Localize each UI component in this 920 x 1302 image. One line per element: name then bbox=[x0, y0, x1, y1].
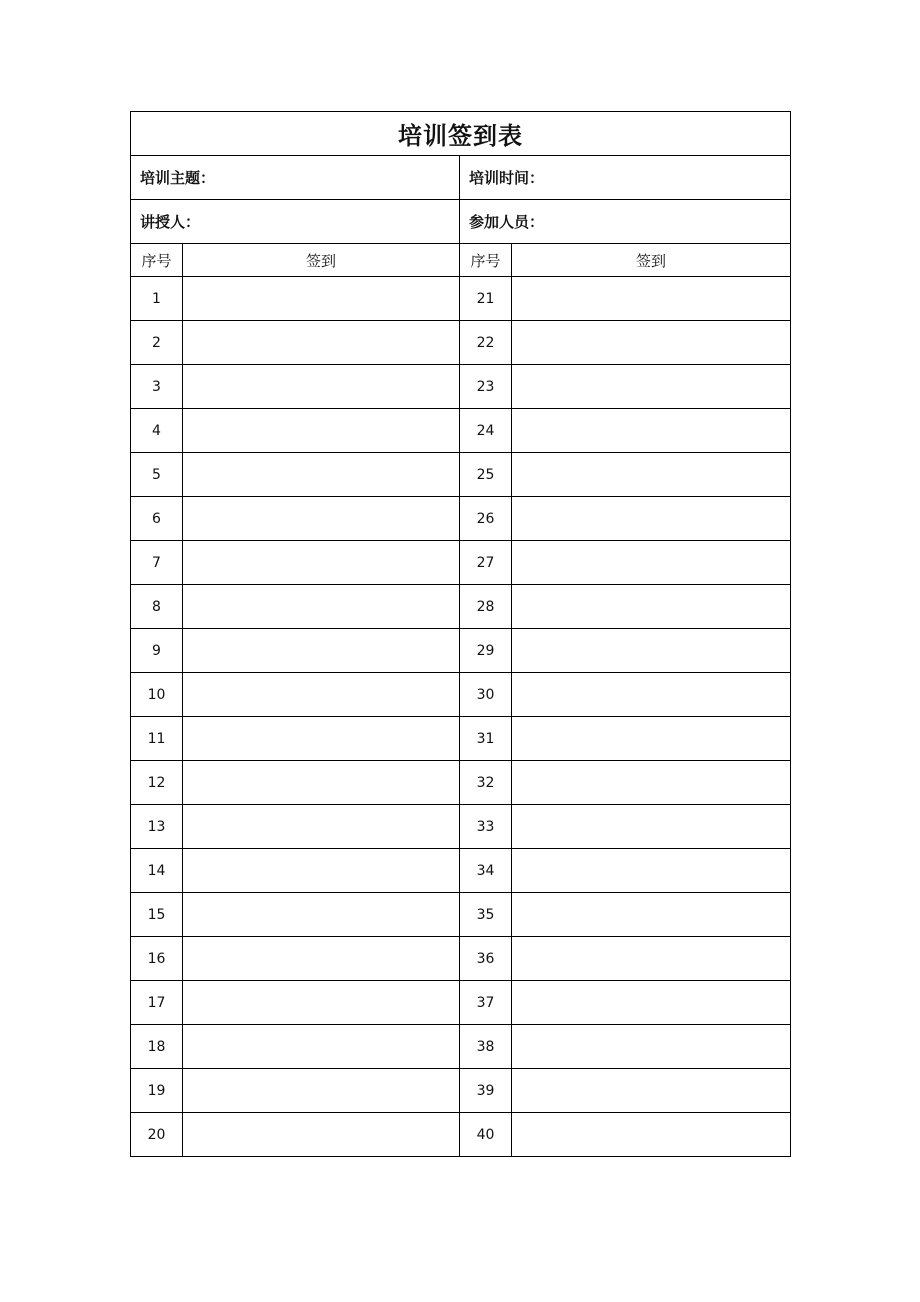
seq-number-right: 24 bbox=[460, 409, 512, 453]
seq-number-right: 26 bbox=[460, 497, 512, 541]
signature-cell-left[interactable] bbox=[183, 849, 460, 893]
seq-number-left: 19 bbox=[131, 1069, 183, 1113]
seq-number-left: 7 bbox=[131, 541, 183, 585]
seq-header-right: 序号 bbox=[460, 244, 512, 277]
signature-cell-right[interactable] bbox=[512, 673, 791, 717]
table-row bbox=[131, 585, 791, 629]
table-row bbox=[131, 541, 791, 585]
seq-number-left: 13 bbox=[131, 805, 183, 849]
signature-cell-right[interactable] bbox=[512, 409, 791, 453]
table-row bbox=[131, 761, 791, 805]
seq-number-right: 38 bbox=[460, 1025, 512, 1069]
signature-cell-left[interactable] bbox=[183, 717, 460, 761]
sign-in-table-body bbox=[131, 112, 791, 1157]
info-row-2 bbox=[131, 200, 791, 244]
signature-cell-left[interactable] bbox=[183, 937, 460, 981]
seq-number-right: 36 bbox=[460, 937, 512, 981]
seq-number-right: 35 bbox=[460, 893, 512, 937]
column-header-row bbox=[131, 244, 791, 277]
signature-cell-right[interactable] bbox=[512, 805, 791, 849]
signature-cell-right[interactable] bbox=[512, 893, 791, 937]
seq-number-left: 3 bbox=[131, 365, 183, 409]
table-row bbox=[131, 1025, 791, 1069]
seq-number-right: 23 bbox=[460, 365, 512, 409]
signature-cell-right[interactable] bbox=[512, 585, 791, 629]
seq-number-left: 10 bbox=[131, 673, 183, 717]
signature-cell-right[interactable] bbox=[512, 365, 791, 409]
seq-number-right: 27 bbox=[460, 541, 512, 585]
signature-cell-left[interactable] bbox=[183, 585, 460, 629]
signature-cell-left[interactable] bbox=[183, 1069, 460, 1113]
table-row bbox=[131, 937, 791, 981]
signature-cell-right[interactable] bbox=[512, 849, 791, 893]
seq-number-right: 31 bbox=[460, 717, 512, 761]
table-row bbox=[131, 629, 791, 673]
sign-header-left: 签到 bbox=[183, 244, 460, 277]
seq-number-right: 32 bbox=[460, 761, 512, 805]
signature-cell-left[interactable] bbox=[183, 321, 460, 365]
seq-number-left: 17 bbox=[131, 981, 183, 1025]
participants-field[interactable]: 参加人员： bbox=[460, 200, 791, 244]
seq-number-left: 12 bbox=[131, 761, 183, 805]
seq-number-right: 29 bbox=[460, 629, 512, 673]
table-row bbox=[131, 673, 791, 717]
seq-number-left: 14 bbox=[131, 849, 183, 893]
signature-cell-left[interactable] bbox=[183, 805, 460, 849]
seq-number-right: 28 bbox=[460, 585, 512, 629]
signature-cell-right[interactable] bbox=[512, 541, 791, 585]
signature-cell-right[interactable] bbox=[512, 717, 791, 761]
sign-header-right: 签到 bbox=[512, 244, 791, 277]
signature-cell-left[interactable] bbox=[183, 497, 460, 541]
signature-cell-right[interactable] bbox=[512, 937, 791, 981]
seq-number-left: 9 bbox=[131, 629, 183, 673]
signature-cell-left[interactable] bbox=[183, 541, 460, 585]
table-row bbox=[131, 981, 791, 1025]
seq-number-left: 18 bbox=[131, 1025, 183, 1069]
table-row bbox=[131, 717, 791, 761]
signature-cell-left[interactable] bbox=[183, 761, 460, 805]
table-row bbox=[131, 277, 791, 321]
seq-number-left: 2 bbox=[131, 321, 183, 365]
seq-number-right: 37 bbox=[460, 981, 512, 1025]
table-row bbox=[131, 805, 791, 849]
signature-cell-right[interactable] bbox=[512, 321, 791, 365]
seq-number-right: 25 bbox=[460, 453, 512, 497]
signature-cell-left[interactable] bbox=[183, 365, 460, 409]
signature-cell-right[interactable] bbox=[512, 1025, 791, 1069]
signature-cell-right[interactable] bbox=[512, 453, 791, 497]
seq-number-left: 8 bbox=[131, 585, 183, 629]
table-row bbox=[131, 893, 791, 937]
table-row bbox=[131, 849, 791, 893]
seq-number-right: 33 bbox=[460, 805, 512, 849]
seq-number-left: 5 bbox=[131, 453, 183, 497]
table-row bbox=[131, 497, 791, 541]
seq-number-left: 6 bbox=[131, 497, 183, 541]
table-row bbox=[131, 453, 791, 497]
seq-number-right: 22 bbox=[460, 321, 512, 365]
signature-cell-left[interactable] bbox=[183, 277, 460, 321]
signature-cell-left[interactable] bbox=[183, 893, 460, 937]
page-title: 培训签到表 bbox=[131, 112, 791, 156]
signature-cell-right[interactable] bbox=[512, 981, 791, 1025]
table-row bbox=[131, 409, 791, 453]
topic-field[interactable]: 培训主题： bbox=[131, 156, 460, 200]
seq-number-left: 4 bbox=[131, 409, 183, 453]
seq-header-left: 序号 bbox=[131, 244, 183, 277]
signature-cell-left[interactable] bbox=[183, 409, 460, 453]
signature-cell-right[interactable] bbox=[512, 277, 791, 321]
seq-number-left: 15 bbox=[131, 893, 183, 937]
title-row bbox=[131, 112, 791, 156]
signature-cell-left[interactable] bbox=[183, 629, 460, 673]
seq-number-left: 1 bbox=[131, 277, 183, 321]
table-row bbox=[131, 321, 791, 365]
seq-number-right: 21 bbox=[460, 277, 512, 321]
lecturer-field[interactable]: 讲授人： bbox=[131, 200, 460, 244]
time-field[interactable]: 培训时间： bbox=[460, 156, 791, 200]
signature-cell-left[interactable] bbox=[183, 673, 460, 717]
signature-cell-left[interactable] bbox=[183, 1025, 460, 1069]
seq-number-right: 34 bbox=[460, 849, 512, 893]
info-row-1 bbox=[131, 156, 791, 200]
signature-cell-left[interactable] bbox=[183, 453, 460, 497]
signature-cell-right[interactable] bbox=[512, 761, 791, 805]
table-row bbox=[131, 365, 791, 409]
table-row bbox=[131, 1069, 791, 1113]
seq-number-left: 20 bbox=[131, 1113, 183, 1157]
table-row bbox=[131, 1113, 791, 1157]
seq-number-left: 11 bbox=[131, 717, 183, 761]
seq-number-left: 16 bbox=[131, 937, 183, 981]
seq-number-right: 30 bbox=[460, 673, 512, 717]
signature-cell-right[interactable] bbox=[512, 629, 791, 673]
signature-cell-right[interactable] bbox=[512, 497, 791, 541]
signature-cell-right[interactable] bbox=[512, 1069, 791, 1113]
seq-number-right: 40 bbox=[460, 1113, 512, 1157]
signature-cell-right[interactable] bbox=[512, 1113, 791, 1157]
seq-number-right: 39 bbox=[460, 1069, 512, 1113]
signature-cell-left[interactable] bbox=[183, 981, 460, 1025]
sign-in-table bbox=[130, 111, 791, 1157]
signature-cell-left[interactable] bbox=[183, 1113, 460, 1157]
